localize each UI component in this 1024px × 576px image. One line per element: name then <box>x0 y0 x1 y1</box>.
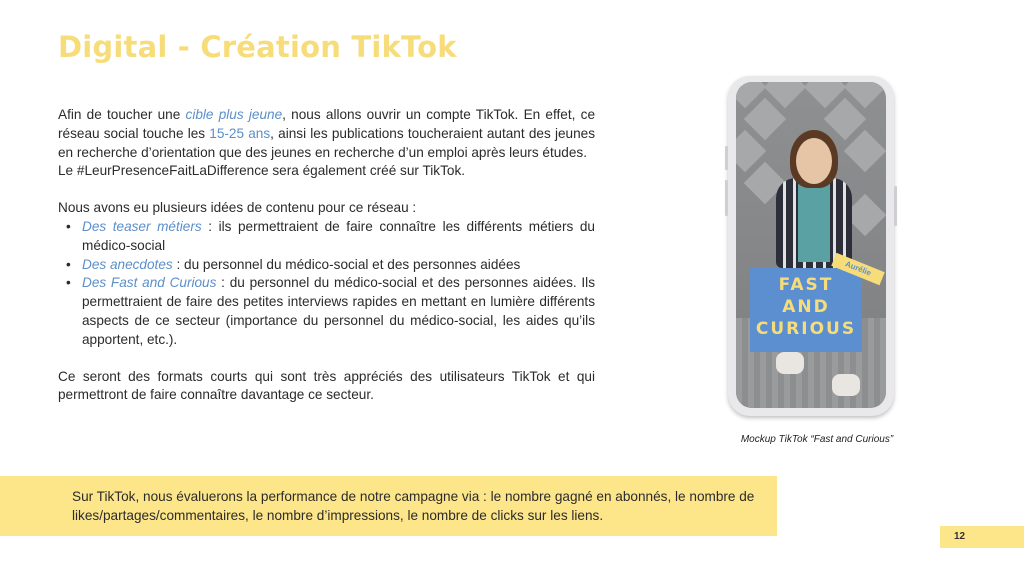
card-line: CURIOUS <box>755 319 857 339</box>
highlight-age: 15-25 ans <box>209 125 271 141</box>
page-number: 12 <box>940 526 1024 548</box>
bullet-icon: • <box>66 275 71 291</box>
card-line: AND <box>782 297 830 317</box>
banner-text: Sur TikTok, nous évaluerons la performance de notre campagne via : le nombre gagné en abonnés, le nombre de likes/partages/commentaires, le nombre d’impressions, le nombre de clicks sur les liens. <box>72 489 755 523</box>
phone-side-button <box>894 186 897 226</box>
idea-text: : du personnel du médico-social et des personnes aidées. Ils permettraient de faire des petites interviews rapides en mettant en lumière différents aspects de ce secteur (importance du personnel du médico-social, les aides qu’ils apportent, etc.). <box>82 275 595 347</box>
ideas-list <box>58 218 595 350</box>
idea-label: Des teaser métiers <box>82 218 202 234</box>
idea-label: Des Fast and Curious <box>82 275 217 291</box>
list-item <box>66 218 595 256</box>
idea-text: : du personnel du médico-social et des personnes aidées <box>172 256 521 272</box>
bullet-icon: • <box>66 256 71 272</box>
phone-screen-image <box>736 82 886 408</box>
info-banner <box>0 476 777 536</box>
highlight-target: cible plus jeune <box>185 107 283 122</box>
bullet-icon: • <box>66 218 71 234</box>
list-item <box>66 256 595 275</box>
phone-mockup <box>728 76 894 416</box>
phone-side-button <box>725 180 728 216</box>
idea-text: : ils permettraient de faire connaître les différents métiers du médico-social <box>82 218 595 253</box>
idea-label: Des anecdotes <box>82 256 173 272</box>
page-title: Digital - Création TikTok <box>58 30 457 64</box>
intro-text-3: , ainsi les publications toucheraient autant des jeunes en recherche d’orientation que des jeunes en recherche d’un emploi après leurs études. <box>58 125 595 160</box>
closing-paragraph: Ce seront des formats courts qui sont très appréciés des utilisateurs TikTok et qui permettront de faire connaître davantage ce secteur. <box>58 368 595 403</box>
intro-text-2: , nous allons ouvrir un compte TikTok. En effet, ce réseau social touche les <box>58 107 595 141</box>
card-line: FAST <box>778 275 834 295</box>
intro-text-1: Afin de toucher une <box>58 107 186 122</box>
ideas-lead: Nous avons eu plusieurs idées de contenu pour ce réseau : <box>58 200 417 216</box>
hashtag-line: Le #LeurPresenceFaitLaDifference sera également créé sur TikTok. <box>58 163 466 179</box>
list-item <box>66 274 595 349</box>
phone-side-button <box>725 146 728 170</box>
intro-paragraph <box>58 106 595 162</box>
mockup-caption: Mockup TikTok “Fast and Curious” <box>740 434 894 445</box>
main-text <box>58 106 595 405</box>
name-tag: Aurélie <box>831 253 884 285</box>
fast-and-curious-card <box>750 268 862 352</box>
